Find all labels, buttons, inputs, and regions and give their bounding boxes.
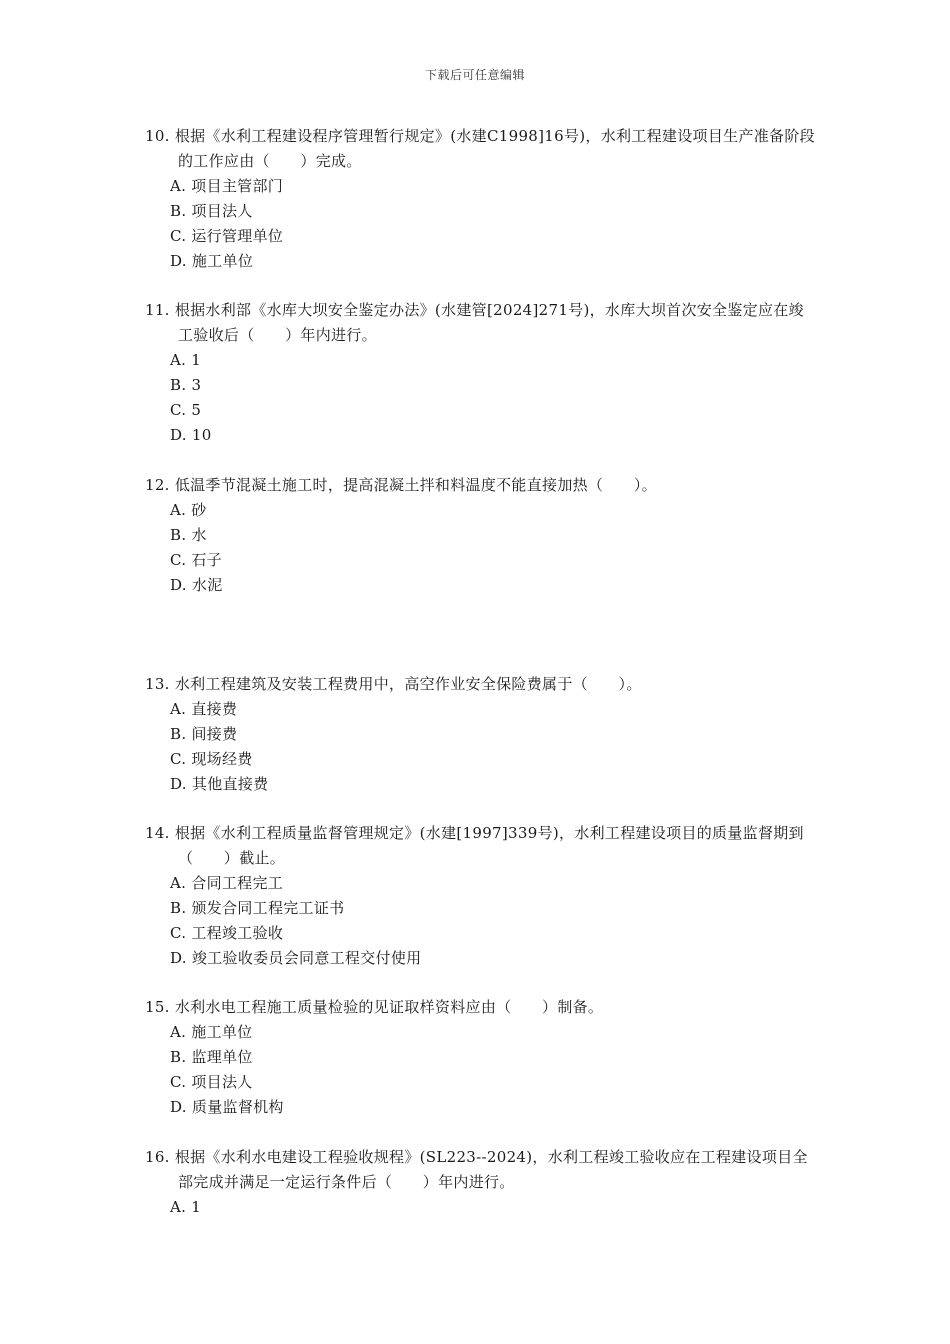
question-12 (145, 473, 815, 598)
option-c: C. 工程竣工验收 (170, 924, 284, 942)
option-a: A. 合同工程完工 (170, 874, 284, 892)
question-stem: 13. 水利工程建筑及安装工程费用中，高空作业安全保险费属于（ ）。 (145, 675, 642, 693)
option-c: C. 石子 (170, 551, 222, 569)
question-14 (145, 821, 815, 971)
question-stem: 14. 根据《水利工程质量监督管理规定》(水建[1997]339号)，水利工程建设项目的质量监督期到（ ）截止。 (145, 824, 804, 867)
question-stem: 16. 根据《水利水电建设工程验收规程》(SL223--2024)，水利工程竣工验收应在工程建设项目全部完成并满足一定运行条件后（ ）年内进行。 (145, 1148, 808, 1191)
option-b: B. 水 (170, 526, 207, 544)
question-15 (145, 995, 815, 1120)
option-b: B. 3 (170, 376, 202, 394)
option-a: A. 项目主管部门 (170, 177, 284, 195)
question-16 (145, 1145, 815, 1220)
option-c: C. 5 (170, 401, 202, 419)
question-13 (145, 672, 815, 797)
option-d: D. 10 (170, 426, 212, 444)
option-d: D. 竣工验收委员会同意工程交付使用 (170, 949, 422, 967)
option-d: D. 其他直接费 (170, 775, 269, 793)
option-b: B. 间接费 (170, 725, 238, 743)
option-c: C. 运行管理单位 (170, 227, 284, 245)
question-10 (145, 124, 815, 274)
option-a: A. 直接费 (170, 700, 238, 718)
question-stem: 15. 水利水电工程施工质量检验的见证取样资料应由（ ）制备。 (145, 998, 604, 1016)
option-c: C. 项目法人 (170, 1073, 253, 1091)
question-stem: 12. 低温季节混凝土施工时，提高混凝土拌和料温度不能直接加热（ ）。 (145, 476, 657, 494)
question-stem: 11. 根据水利部《水库大坝安全鉴定办法》(水建管[2024]271号)，水库大坝首次安全鉴定应在竣工验收后（ ）年内进行。 (145, 301, 804, 344)
question-stem: 10. 根据《水利工程建设程序管理暂行规定》(水建C1998]16号)，水利工程建设项目生产准备阶段的工作应由（ ）完成。 (145, 127, 815, 170)
option-b: B. 监理单位 (170, 1048, 253, 1066)
option-a: A. 砂 (170, 501, 207, 519)
option-b: B. 项目法人 (170, 202, 253, 220)
page-header: 下载后可任意编辑 (424, 68, 525, 82)
option-d: D. 质量监督机构 (170, 1098, 284, 1116)
question-11 (145, 298, 815, 448)
option-d: D. 水泥 (170, 576, 223, 594)
option-c: C. 现场经费 (170, 750, 253, 768)
option-a: A. 1 (170, 351, 202, 369)
option-a: A. 1 (170, 1198, 202, 1216)
option-b: B. 颁发合同工程完工证书 (170, 899, 345, 917)
option-a: A. 施工单位 (170, 1023, 253, 1041)
option-d: D. 施工单位 (170, 252, 254, 270)
